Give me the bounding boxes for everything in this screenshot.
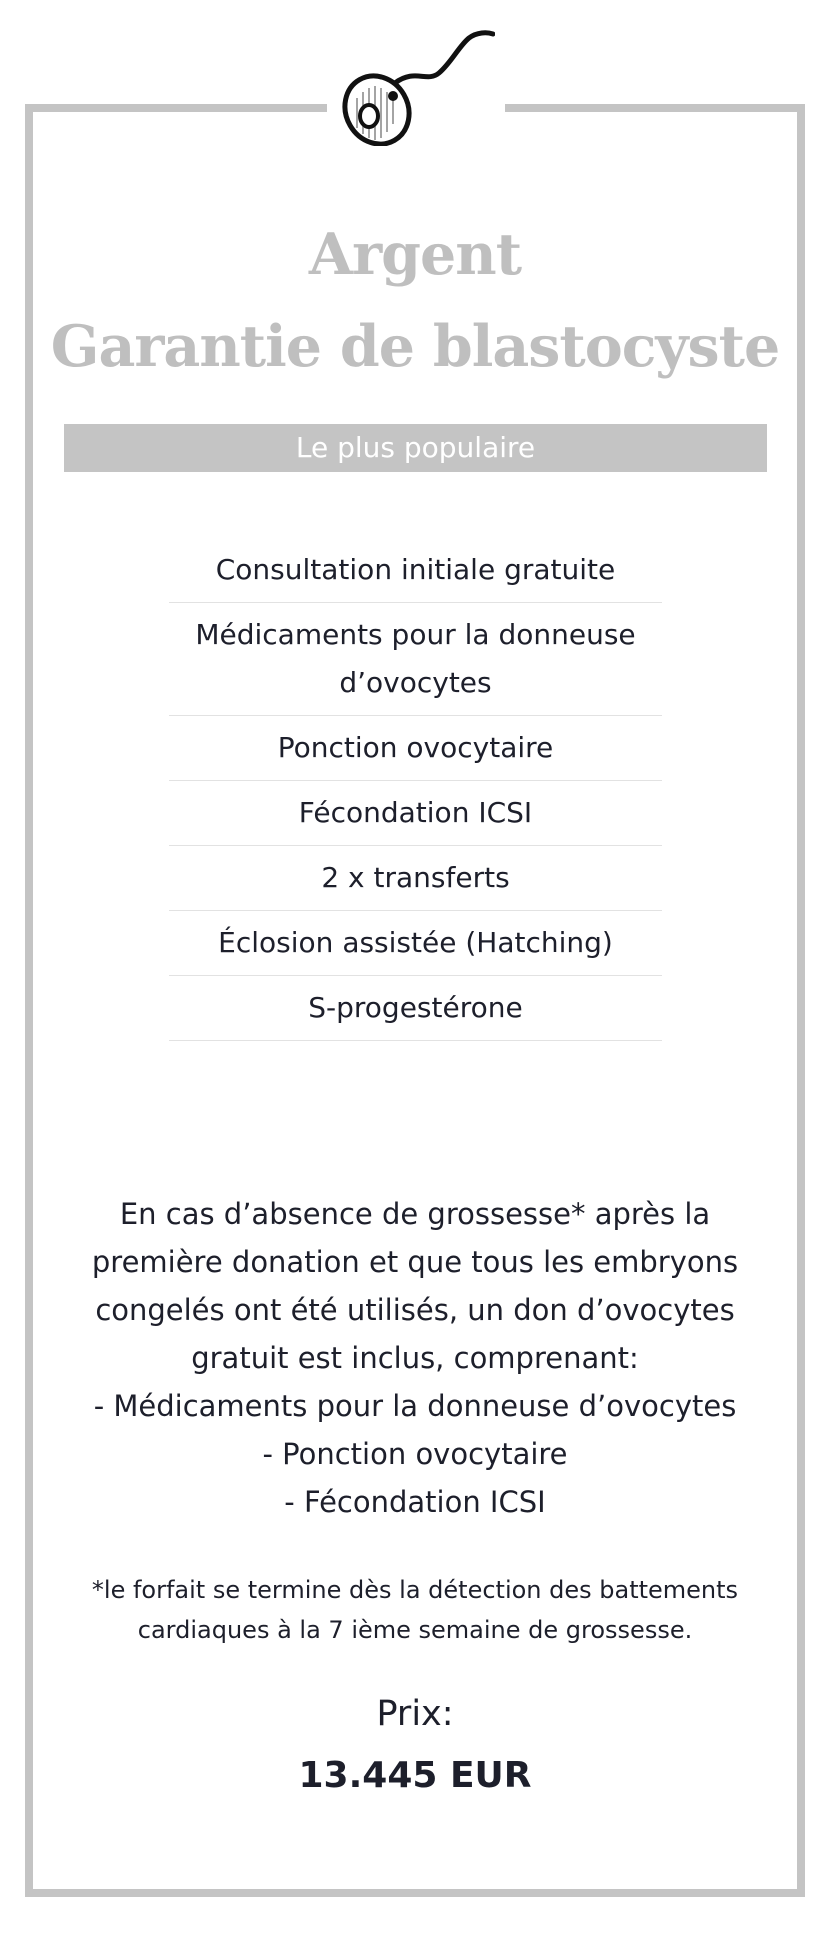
price-value: 13.445 EUR [298,1755,532,1796]
description-line: En cas d’absence de grossesse* après la [119,1197,711,1231]
footnote [55,1570,775,1650]
guarantee-description [55,1190,775,1526]
plan-title: Argent [308,221,522,288]
feature-item: Fécondation ICSI [169,781,662,846]
popular-badge: Le plus populaire [64,424,767,472]
feature-item: Consultation initiale gratuite [169,530,662,603]
feature-item: S-progestérone [169,976,662,1041]
description-line: première donation et que tous les embryons [91,1245,739,1279]
feature-item: Médicaments pour la donneuse d’ovocytes [169,603,662,716]
feature-item: 2 x transferts [169,846,662,911]
feature-item: Ponction ovocytaire [169,716,662,781]
sperm-cell-icon [335,28,495,146]
description-line: congelés ont été utilisés, un don d’ovocytes [95,1293,735,1327]
description-line: gratuit est inclus, comprenant: [191,1341,639,1375]
feature-item: Éclosion assistée (Hatching) [169,911,662,976]
description-item: - Ponction ovocytaire [262,1437,568,1471]
footnote-line: *le forfait se termine dès la détection des battements [91,1576,739,1604]
footnote-line: cardiaques à la 7 ième semaine de grossesse. [137,1616,693,1644]
feature-list [169,530,662,1041]
plan-subtitle: Garantie de blastocyste [50,313,780,380]
price-label: Prix: [376,1694,454,1734]
description-item: - Médicaments pour la donneuse d’ovocytes [93,1389,737,1423]
description-item: - Fécondation ICSI [284,1485,546,1519]
